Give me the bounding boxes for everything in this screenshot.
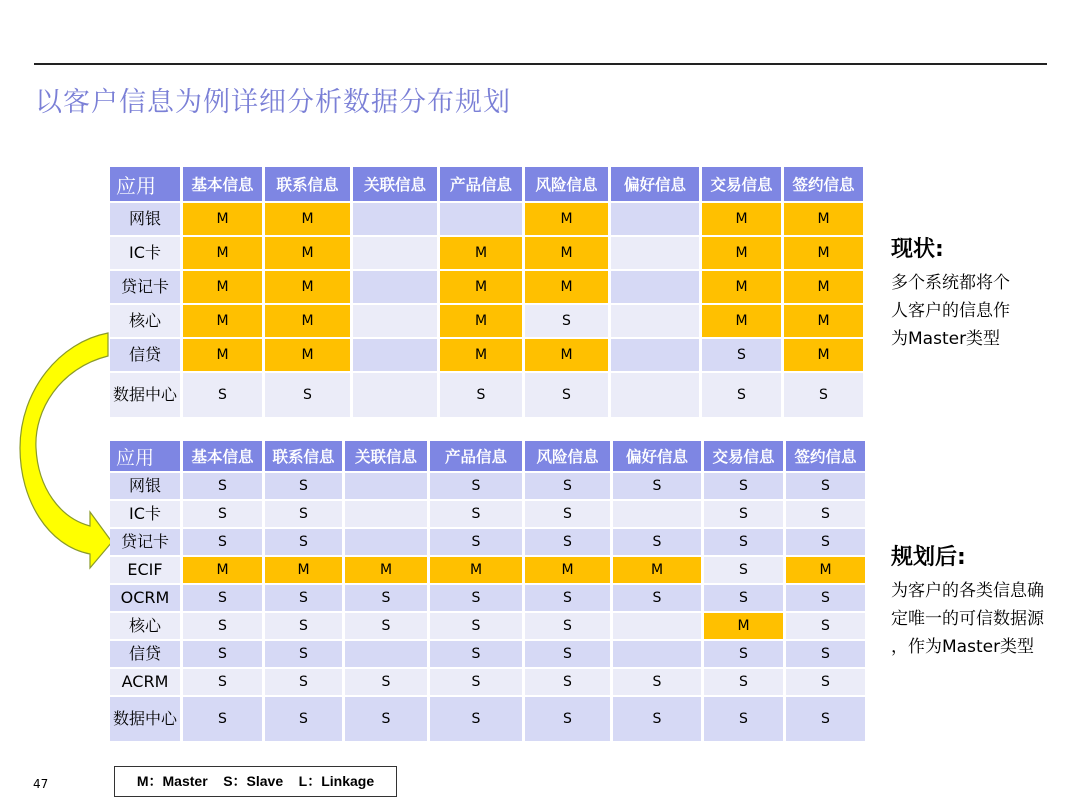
column-header: 交易信息 [702,167,781,201]
table-row [110,305,863,337]
table-row [110,473,865,499]
row-label: 数据中心 [110,373,180,417]
role-cell [353,237,437,269]
table-row [110,271,863,303]
role-cell: S [430,613,522,639]
role-cell: M [440,305,522,337]
planned-distribution-table [107,439,868,743]
role-cell: M [784,271,863,303]
column-header: 关联信息 [345,441,427,471]
role-cell: S [786,697,865,741]
role-cell: S [430,641,522,667]
role-cell: S [786,473,865,499]
role-cell: S [265,473,342,499]
role-cell: S [345,669,427,695]
role-cell: M [265,203,350,235]
table-row [110,529,865,555]
role-cell: M [183,305,262,337]
role-cell: M [265,339,350,371]
table-row [110,339,863,371]
column-header: 风险信息 [525,167,608,201]
page-number: 47 [33,777,49,791]
role-cell: S [430,529,522,555]
role-cell [345,473,427,499]
role-cell: S [704,473,783,499]
row-label: 核心 [110,305,180,337]
role-cell: S [525,585,610,611]
role-cell: M [784,237,863,269]
role-cell: S [525,501,610,527]
column-header: 签约信息 [786,441,865,471]
table-row [110,237,863,269]
role-cell [613,501,701,527]
role-cell: M [525,557,610,583]
role-cell: S [704,669,783,695]
table-row [110,697,865,741]
role-cell: M [525,203,608,235]
table-row [110,585,865,611]
role-cell: S [265,669,342,695]
role-cell: M [784,203,863,235]
role-cell [611,271,699,303]
column-header: 基本信息 [183,441,262,471]
role-cell: S [704,585,783,611]
role-cell: S [183,373,262,417]
role-cell: S [613,669,701,695]
slide-title: 以客户信息为例详细分析数据分布规划 [35,87,511,118]
role-cell [353,305,437,337]
role-cell: S [613,585,701,611]
role-cell: S [786,501,865,527]
row-label: ACRM [110,669,180,695]
column-header: 偏好信息 [613,441,701,471]
role-cell: S [183,613,262,639]
planned-state-heading: 规划后: [891,545,966,570]
role-cell: S [525,697,610,741]
current-state-line: 多个系统都将个 [891,273,1010,293]
role-cell: S [704,529,783,555]
role-cell: M [440,271,522,303]
role-cell: S [265,641,342,667]
role-cell: S [704,557,783,583]
role-cell: M [702,237,781,269]
role-cell: S [525,473,610,499]
role-cell [440,203,522,235]
role-cell: M [440,237,522,269]
row-label: 贷记卡 [110,529,180,555]
role-cell: S [183,529,262,555]
column-header: 签约信息 [784,167,863,201]
role-cell: S [786,529,865,555]
role-cell: M [265,557,342,583]
role-cell: M [183,271,262,303]
role-cell: S [345,613,427,639]
role-cell: S [784,373,863,417]
role-cell: M [265,305,350,337]
row-label: 网银 [110,203,180,235]
role-cell: S [525,613,610,639]
role-cell [353,271,437,303]
role-cell: S [525,305,608,337]
role-cell: S [525,669,610,695]
table-row [110,557,865,583]
role-cell: S [525,373,608,417]
role-cell: S [183,585,262,611]
role-cell: S [265,613,342,639]
role-cell: S [704,697,783,741]
column-header: 基本信息 [183,167,262,201]
role-cell: M [525,237,608,269]
current-state-note [891,235,1010,353]
column-header: 交易信息 [704,441,783,471]
role-cell: S [786,613,865,639]
role-cell: M [784,339,863,371]
role-cell [613,641,701,667]
role-cell: S [183,697,262,741]
column-header: 产品信息 [430,441,522,471]
row-label: 核心 [110,613,180,639]
role-cell: M [430,557,522,583]
role-cell [611,203,699,235]
role-cell: S [525,529,610,555]
role-cell [353,373,437,417]
row-label: 信贷 [110,641,180,667]
role-cell: S [183,669,262,695]
role-cell: S [786,585,865,611]
column-header-app: 应用 [110,441,180,471]
role-cell: S [345,697,427,741]
role-cell: M [702,271,781,303]
role-cell: S [702,339,781,371]
role-cell: S [613,697,701,741]
role-cell: S [183,473,262,499]
current-distribution-table [107,165,866,419]
role-cell: M [265,237,350,269]
role-cell: S [183,501,262,527]
planned-state-line: 定唯一的可信数据源 [891,609,1044,629]
role-cell: M [265,271,350,303]
table-row [110,373,863,417]
role-cell: S [613,473,701,499]
row-label: OCRM [110,585,180,611]
role-cell: S [430,669,522,695]
role-cell [611,305,699,337]
current-state-line: 为Master类型 [891,329,1001,349]
table-row [110,203,863,235]
column-header: 偏好信息 [611,167,699,201]
role-cell [611,237,699,269]
role-cell: S [430,697,522,741]
role-cell: M [183,339,262,371]
role-cell [613,613,701,639]
current-state-heading: 现状: [891,237,944,262]
row-label: 信贷 [110,339,180,371]
role-cell: M [183,557,262,583]
role-cell: M [786,557,865,583]
role-cell: S [265,529,342,555]
role-cell: S [613,529,701,555]
role-cell: M [702,203,781,235]
role-cell: S [430,501,522,527]
column-header: 联系信息 [265,167,350,201]
row-label: ECIF [110,557,180,583]
column-header: 关联信息 [353,167,437,201]
row-label: IC卡 [110,237,180,269]
role-cell: S [786,669,865,695]
role-cell: S [265,697,342,741]
table-row [110,501,865,527]
table-row [110,613,865,639]
role-cell: S [265,501,342,527]
role-cell: M [525,271,608,303]
role-cell: M [613,557,701,583]
role-cell: M [183,203,262,235]
row-label: 贷记卡 [110,271,180,303]
row-label: 网银 [110,473,180,499]
role-cell [345,529,427,555]
role-cell: M [704,613,783,639]
role-cell: S [704,641,783,667]
role-cell: M [525,339,608,371]
role-cell: S [440,373,522,417]
role-cell: S [704,501,783,527]
role-cell: M [345,557,427,583]
role-cell: S [525,641,610,667]
role-cell: S [430,585,522,611]
role-cell [611,373,699,417]
role-cell: M [183,237,262,269]
table-row [110,641,865,667]
role-cell: S [265,585,342,611]
role-cell: M [440,339,522,371]
planned-state-line: ，作为Master类型 [891,637,1035,657]
role-cell: M [702,305,781,337]
column-header-app: 应用 [110,167,180,201]
table-row [110,669,865,695]
current-state-line: 人客户的信息作 [891,301,1010,321]
column-header: 风险信息 [525,441,610,471]
column-header: 产品信息 [440,167,522,201]
planned-state-note [891,543,1044,661]
legend-box: M：Master S：Slave L：Linkage [114,766,397,797]
role-cell: M [784,305,863,337]
role-cell: S [702,373,781,417]
role-cell: S [430,473,522,499]
role-cell [353,339,437,371]
role-cell [611,339,699,371]
role-cell [345,501,427,527]
row-label: 数据中心 [110,697,180,741]
role-cell: S [265,373,350,417]
role-cell [345,641,427,667]
role-cell: S [786,641,865,667]
row-label: IC卡 [110,501,180,527]
column-header: 联系信息 [265,441,342,471]
role-cell: S [183,641,262,667]
role-cell [353,203,437,235]
planned-state-line: 为客户的各类信息确 [891,581,1044,601]
role-cell: S [345,585,427,611]
